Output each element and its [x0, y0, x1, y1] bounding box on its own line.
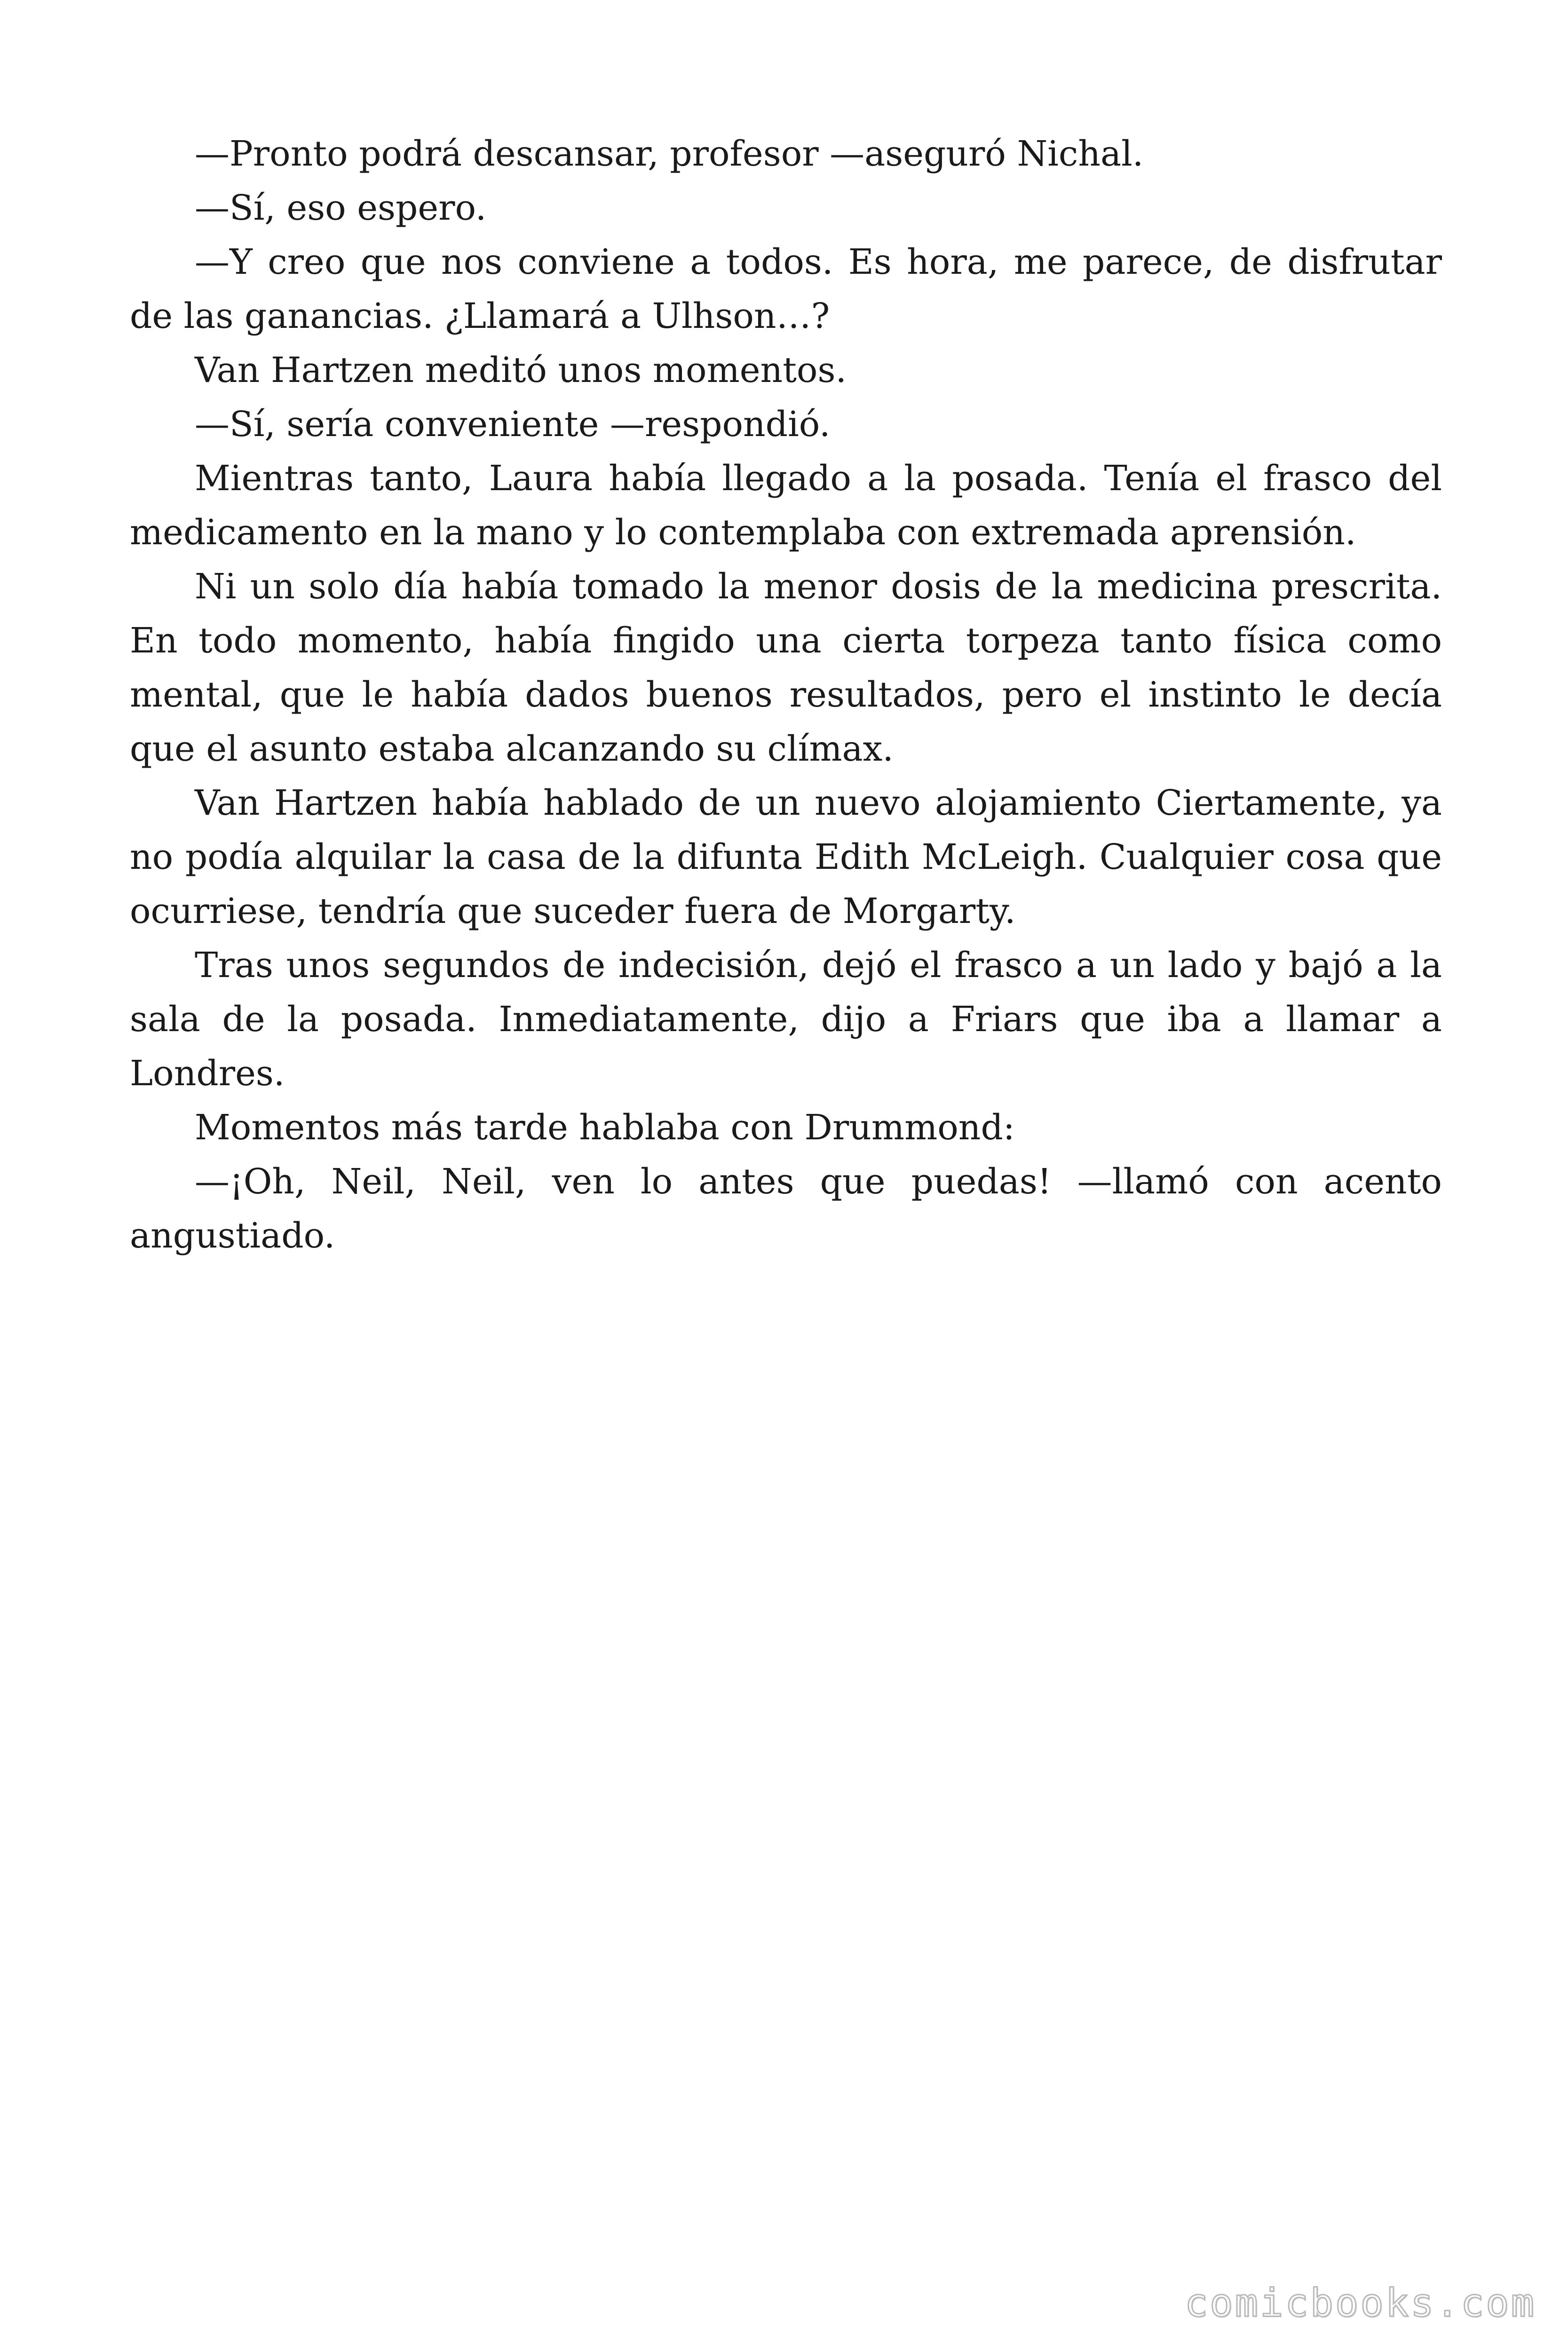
- paragraph: —Y creo que nos conviene a todos. Es hora, me parece, de disfrutar de las ganancias. ¿Llamará a Ulhson…?: [130, 242, 1442, 336]
- paragraph: Mientras tanto, Laura había llegado a la posada. Tenía el frasco del medicamento en la mano y lo contemplaba con extremada aprensión.: [130, 458, 1442, 553]
- body-text: [130, 127, 1442, 1263]
- paragraph: —Sí, sería conveniente —respondió.: [195, 404, 831, 445]
- paragraph: Ni un solo día había tomado la menor dosis de la medicina prescrita. En todo momento, había fingido una cierta torpeza tanto física como mental, que le había dados buenos resultados, pero el instinto le decía que el asunto estaba alcanzando su clímax.: [130, 566, 1442, 769]
- paragraph: Van Hartzen había hablado de un nuevo alojamiento Ciertamente, ya no podía alquilar la casa de la difunta Edith McLeigh. Cualquier cosa que ocurriese, tendría que suceder fuera de Morgarty.: [130, 783, 1442, 931]
- paragraph: —¡Oh, Neil, Neil, ven lo antes que puedas! —llamó con acento angustiado.: [130, 1161, 1442, 1256]
- paragraph: Momentos más tarde hablaba con Drummond:: [195, 1107, 1015, 1148]
- paragraph: Van Hartzen meditó unos momentos.: [195, 350, 847, 390]
- paragraph: —Pronto podrá descansar, profesor —aseguró Nichal.: [195, 134, 1144, 174]
- watermark: comicbooks.com: [1184, 2281, 1536, 2326]
- paragraph: —Sí, eso espero.: [195, 188, 487, 228]
- paragraph: Tras unos segundos de indecisión, dejó el frasco a un lado y bajó a la sala de la posada. Inmediatamente, dijo a Friars que iba a llamar a Londres.: [130, 945, 1442, 1094]
